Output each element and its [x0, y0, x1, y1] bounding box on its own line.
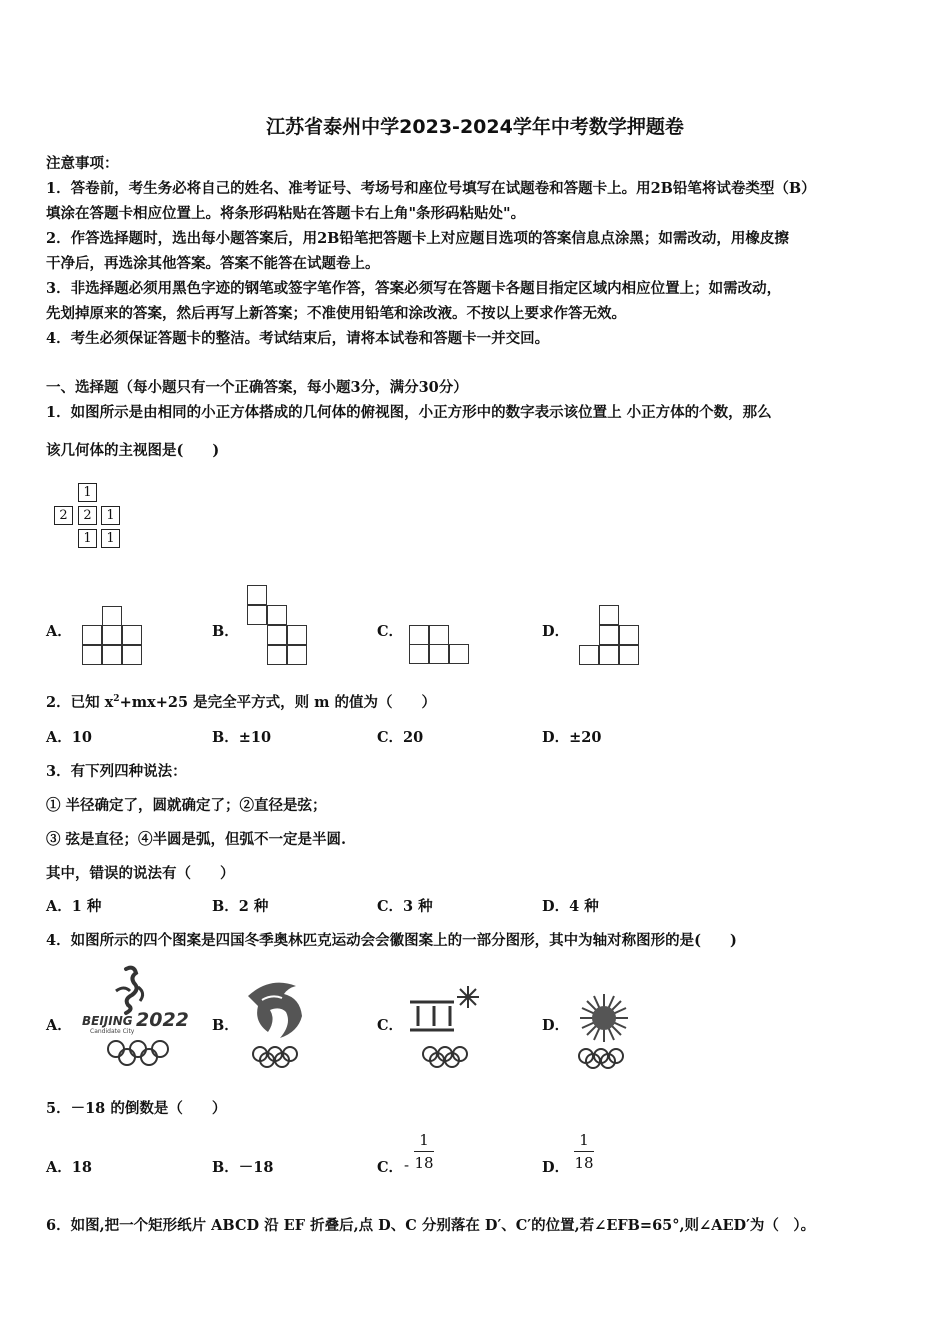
notice-line: 2．作答选择题时，选出每小题答案后，用2B铅笔把答题卡上对应题目选项的答案信息点涂黑；如需改动，用橡皮擦 — [46, 230, 789, 247]
q1-line2: 该几何体的主视图是( ) — [46, 442, 220, 459]
grid-cell: 1 — [101, 506, 120, 525]
candidate-text: Candidate City — [90, 1028, 135, 1035]
q5-d-fraction: 1 18 — [574, 1131, 594, 1172]
q2-option-c: C．20 — [377, 729, 424, 746]
q5-line1: 5．－18 的倒数是（ ） — [46, 1100, 227, 1117]
notice-heading: 注意事项： — [46, 155, 119, 172]
q2-stem: 2．已知 $x^2+mx+25$ 是完全平方式，则 m 的值为（ ） — [46, 694, 437, 711]
q4-option-c-emblem — [406, 984, 486, 1070]
q1-option-a-label: A． — [46, 623, 72, 640]
q5-c-fraction: 1 18 — [414, 1131, 434, 1172]
notice-line: 填涂在答题卡相应位置上。将条形码粘贴在答题卡右上角"条形码粘贴处"。 — [46, 205, 526, 222]
year-text: 2022 — [136, 1009, 189, 1031]
q2-option-b: B．±10 — [212, 729, 272, 746]
q3-option-c: C．3 种 — [377, 898, 433, 915]
q2-option-a: A．10 — [46, 729, 92, 746]
q1-option-b-label: B． — [212, 623, 239, 640]
q4-option-b-emblem — [240, 976, 310, 1070]
notice-line: 1．答卷前，考生务必将自己的姓名、准考证号、考场号和座位号填写在试题卷和答题卡上。用2B铅笔将试卷类型（B） — [46, 180, 816, 197]
q5-option-a: A．18 — [46, 1159, 92, 1176]
grid-cell: 1 — [78, 529, 97, 548]
q1-option-d-label: D． — [542, 623, 570, 640]
grid-cell: 1 — [101, 529, 120, 548]
q5-option-b: B．－18 — [212, 1159, 274, 1176]
q1-line1: 1．如图所示是由相同的小正方体搭成的几何体的俯视图，小正方形中的数字表示该位置上 小正方体的个数，那么 — [46, 404, 772, 421]
q4-option-a-emblem — [78, 963, 188, 1068]
q4-option-b-label: B． — [212, 1017, 239, 1034]
page-title: 江苏省泰州中学2023-2024学年中考数学押题卷 — [266, 116, 684, 138]
notice-line: 4．考生必须保证答题卡的整洁。考试结束后，请将本试卷和答题卡一并交回。 — [46, 330, 550, 347]
q1-option-c-label: C． — [377, 623, 404, 640]
notice-line: 先划掉原来的答案，然后再写上新答案；不准使用铅笔和涂改液。不按以上要求作答无效。 — [46, 305, 626, 322]
notice-line: 干净后，再选涂其他答案。答案不能答在试题卷上。 — [46, 255, 380, 272]
beijing-text: BEIJING — [82, 1014, 133, 1028]
q4-option-d-label: D． — [542, 1017, 570, 1034]
grid-cell: 2 — [54, 506, 73, 525]
notice-line: 3．非选择题必须用黑色字迹的钢笔或签字笔作答，答案必须写在答题卡各题目指定区域内相应位置上；如需改动， — [46, 280, 782, 297]
q3-line2: ① 半径确定了，圆就确定了；②直径是弦； — [46, 797, 327, 814]
q3-option-d: D．4 种 — [542, 898, 599, 915]
q5-option-c: C． — [377, 1159, 404, 1176]
section-heading: 一、选择题（每小题只有一个正确答案，每小题3分，满分30分） — [46, 379, 468, 396]
q6-line1: 6．如图,把一个矩形纸片 ABCD 沿 EF 折叠后,点 D、C 分别落在 D′、C′的位置,若∠EFB=65°,则∠AED′为（ ）。 — [46, 1217, 816, 1234]
olympic-rings-icon — [106, 1039, 170, 1067]
q5-option-d: D． — [542, 1159, 570, 1176]
q4-option-d-emblem — [572, 990, 636, 1070]
q5-c-sign: - — [404, 1156, 410, 1174]
q4-option-a-label: A． — [46, 1017, 72, 1034]
q2-option-d: D．±20 — [542, 729, 602, 746]
q4-option-c-label: C． — [377, 1017, 404, 1034]
q3-option-a: A．1 种 — [46, 898, 102, 915]
q4-line1: 4．如图所示的四个图案是四国冬季奥林匹克运动会会徽图案上的一部分图形，其中为轴对称图形的是( ) — [46, 932, 737, 949]
q3-line1: 3．有下列四种说法： — [46, 763, 187, 780]
q3-option-b: B．2 种 — [212, 898, 269, 915]
grid-cell: 1 — [78, 483, 97, 502]
q3-line4: 其中，错误的说法有（ ） — [46, 865, 235, 882]
grid-cell: 2 — [78, 506, 97, 525]
q3-line3: ③ 弦是直径；④半圆是弧，但弧不一定是半圆. — [46, 831, 347, 848]
